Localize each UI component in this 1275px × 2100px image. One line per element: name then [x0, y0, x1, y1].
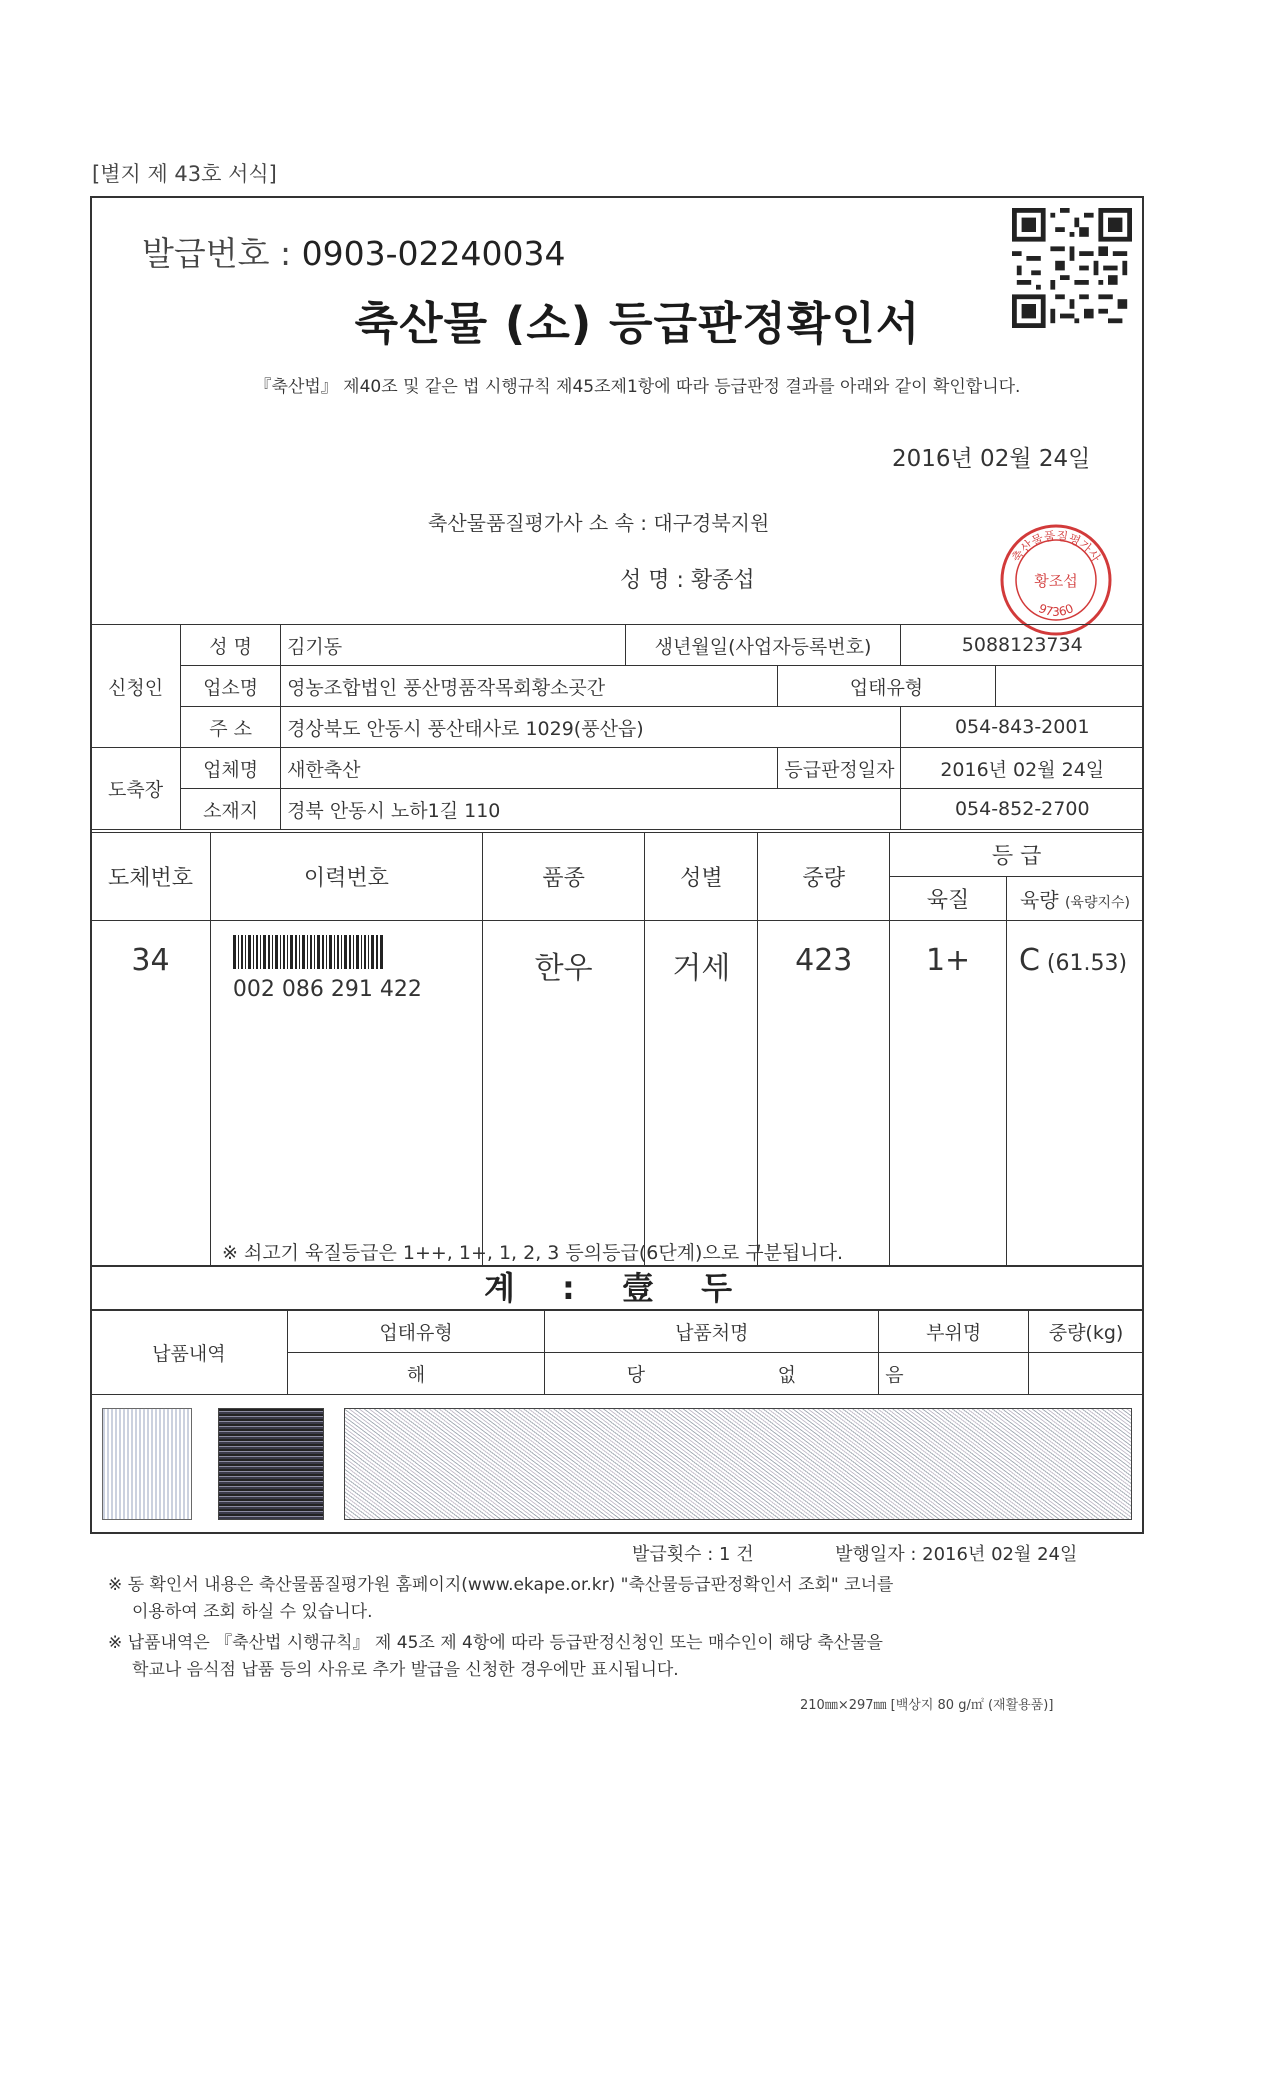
quality-grade: 1+ — [890, 921, 1007, 1266]
weight-header: 중량 — [758, 833, 890, 921]
sex-value: 거세 — [645, 921, 758, 1266]
yield-header-label: 육량 — [1019, 888, 1059, 912]
seal-top-text: 축산물품질평가사 — [1009, 528, 1103, 565]
delivery-section: 납품내역 — [91, 1311, 288, 1395]
issue-number — [142, 228, 565, 275]
footer-note-2-line-1: ※ 납품내역은 『축산법 시행규칙』 제 45조 제 4항에 따라 등급판정신청인 또는 매수인이 해당 축산물을 — [108, 1633, 883, 1653]
delivery-part-header: 부위명 — [879, 1311, 1029, 1353]
name-label: 성 명 — [181, 625, 281, 666]
svg-text:축산물품질평가사 — [1009, 528, 1104, 565]
document-title: 축산물 (소) 등급판정확인서 — [354, 297, 921, 350]
address-label: 주 소 — [181, 707, 281, 748]
applicant-name: 김기동 — [281, 625, 626, 666]
evaluator-name: 성 명 : 황종섭 — [620, 568, 755, 593]
footer-note-1-line-1: ※ 동 확인서 내용은 축산물품질평가원 홈페이지(www.ekape.or.kr) "축산물등급판정확인서 조회" 코너를 — [108, 1575, 894, 1595]
applicant-table — [90, 624, 1144, 830]
weight-value: 423 — [758, 921, 890, 1266]
address-value: 경상북도 안동시 풍산태사로 1029(풍산읍) — [281, 707, 901, 748]
slaughterhouse-phone: 054-852-2700 — [901, 789, 1144, 830]
evaluator-org: 축산물품질평가사 소 속 : 대구경북지원 — [428, 511, 770, 535]
issue-count: 발급횟수 : 1 건 — [632, 1544, 754, 1565]
delivery-table — [90, 1310, 1144, 1395]
yield-index-header: (육량지수) — [1064, 895, 1130, 911]
grading-date-label: 등급판정일자 — [778, 748, 901, 789]
total-count: 계 : 壹 두 — [90, 1266, 1144, 1310]
issue-info — [632, 1540, 1077, 1566]
quality-header: 육질 — [890, 877, 1007, 921]
footer-note-1 — [108, 1572, 893, 1626]
security-pattern-1 — [102, 1408, 192, 1520]
location-label: 소재지 — [181, 789, 281, 830]
carcass-header: 도체번호 — [91, 833, 211, 921]
security-pattern-2 — [218, 1408, 324, 1520]
applicant-section: 신청인 — [91, 625, 181, 748]
trace-cell — [210, 921, 482, 1266]
location-value: 경북 안동시 노하1길 110 — [281, 789, 901, 830]
delivery-value-1: 해 — [287, 1353, 545, 1395]
svg-text:97360 — [1036, 601, 1075, 619]
applicant-phone: 054-843-2001 — [901, 707, 1144, 748]
form-number: [별지 제 43호 서식] — [92, 162, 277, 186]
slaughterhouse-section: 도축장 — [91, 748, 181, 830]
grade-table — [90, 832, 1144, 1266]
sex-header: 성별 — [645, 833, 758, 921]
delivery-value-2b: 없 — [777, 1364, 796, 1386]
issue-label: 발급번호 : — [142, 234, 292, 273]
business-type-label: 업태유형 — [778, 666, 995, 707]
trace-header: 이력번호 — [210, 833, 482, 921]
footer-note-1-line-2: 이용하여 조회 하실 수 있습니다. — [132, 1602, 373, 1622]
grade-header: 등 급 — [890, 833, 1144, 877]
seal-bottom-text: 97360 — [1036, 601, 1076, 619]
breed-header: 품종 — [482, 833, 645, 921]
security-pattern-3 — [344, 1408, 1132, 1520]
birth-value: 5088123734 — [901, 625, 1144, 666]
delivery-value-3: 음 — [879, 1353, 1029, 1395]
breed-value: 한우 — [482, 921, 645, 1266]
issue-number-value: 0903-02240034 — [301, 234, 566, 273]
birth-label: 생년월일(사업자등록번호) — [625, 625, 901, 666]
company-name: 새한축산 — [281, 748, 778, 789]
delivery-weight-header: 중량(kg) — [1029, 1311, 1144, 1353]
yield-index: (61.53) — [1046, 951, 1128, 976]
seal-middle-text: 황조섭 — [1034, 572, 1078, 590]
delivery-type-header: 업태유형 — [287, 1311, 545, 1353]
barcode-icon — [233, 935, 383, 969]
paper-spec: 210㎜×297㎜ [백상지 80 g/㎡ (재활용품)] — [800, 1698, 1054, 1713]
business-type-value — [995, 666, 1143, 707]
business-label: 업소명 — [181, 666, 281, 707]
official-seal — [996, 520, 1116, 640]
yield-grade: C — [1018, 943, 1040, 978]
yield-header — [1006, 877, 1143, 921]
business-name: 영농조합법인 풍산명품작목회황소곳간 — [281, 666, 778, 707]
carcass-number: 34 — [91, 921, 211, 1266]
company-label: 업체명 — [181, 748, 281, 789]
confirm-date: 2016년 02월 24일 — [892, 446, 1091, 472]
grading-date: 2016년 02월 24일 — [901, 748, 1144, 789]
delivery-dest-header: 납품처명 — [545, 1311, 879, 1353]
issue-date: 발행일자 : 2016년 02월 24일 — [835, 1544, 1078, 1565]
delivery-value-2a: 당 — [626, 1364, 645, 1386]
footer-note-2-line-2: 학교나 음식점 납품 등의 사유로 추가 발급을 신청한 경우에만 표시됩니다. — [132, 1660, 679, 1680]
yield-cell — [1006, 921, 1143, 1266]
footer-note-2 — [108, 1630, 883, 1684]
intro-text: 『축산법』 제40조 및 같은 법 시행규칙 제45조제1항에 따라 등급판정 결과를 아래와 같이 확인합니다. — [254, 377, 1021, 397]
grade-note: ※ 쇠고기 육질등급은 1++, 1+, 1, 2, 3 등의등급(6단계)으로 구분됩니다. — [222, 1242, 844, 1264]
delivery-value-2 — [545, 1353, 879, 1395]
delivery-value-4 — [1029, 1353, 1144, 1395]
trace-number: 002 086 291 422 — [232, 977, 422, 1002]
